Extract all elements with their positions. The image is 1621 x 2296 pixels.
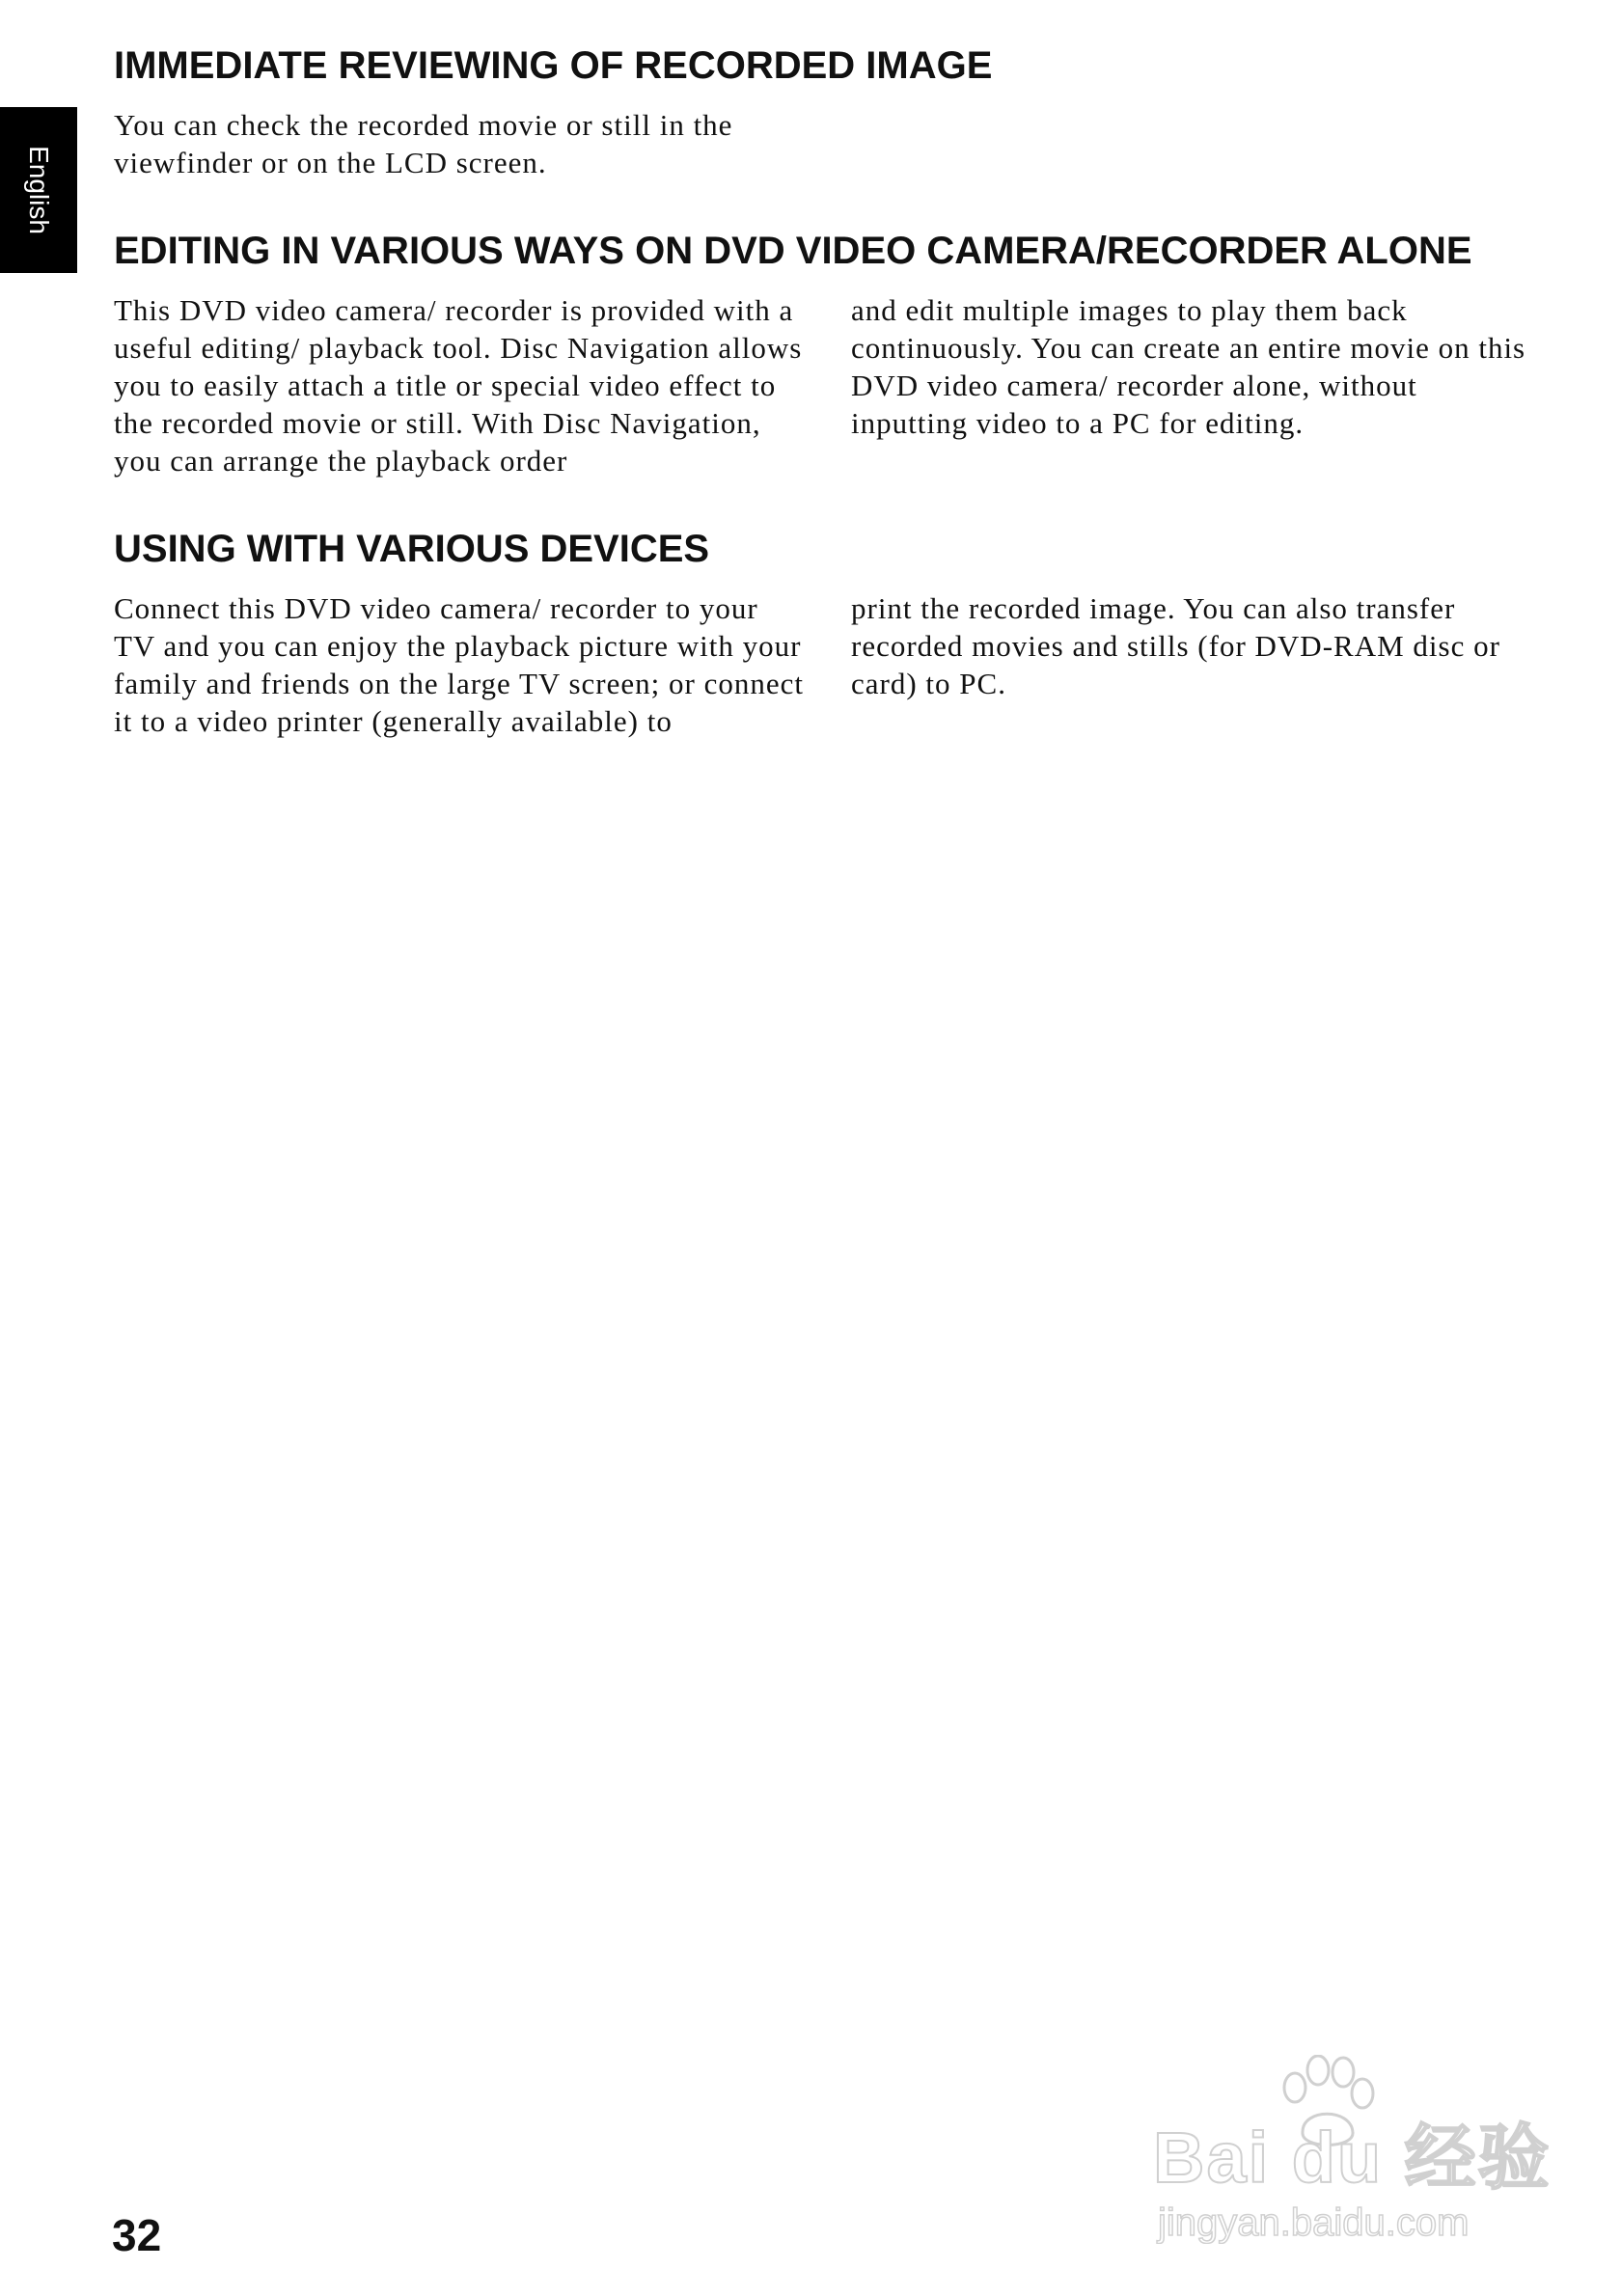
column-right-text: and edit multiple images to play them back continuously. You can create an entire movie on this DVD video camera/ recorder alone, without inputting video to a PC for editing. [851,293,1526,440]
language-tab [0,107,77,273]
section-heading: EDITING IN VARIOUS WAYS ON DVD VIDEO CAMERA/RECORDER ALONE [114,230,1472,272]
watermark-brand-text: Bai du 经验 [1153,2118,1552,2198]
section-heading: IMMEDIATE REVIEWING OF RECORDED IMAGE [114,44,993,87]
section-using-devices [114,522,1542,740]
section-immediate-reviewing [114,39,1542,181]
watermark-url-text: jingyan.baidu.com [1158,2201,1470,2244]
column-left-text: Connect this DVD video camera/ recorder to your TV and you can enjoy the playback picture with your family and friends on the large TV screen; or connect it to a video printer (generally available) to [114,591,804,738]
section-paragraph: You can check the recorded movie or still in the viewfinder or on the LCD screen. [114,108,733,179]
column-right-text: print the recorded image. You can also transfer recorded movies and stills (for DVD-RAM disc or card) to PC. [851,591,1500,700]
page-number: 32 [112,2210,162,2260]
section-heading: USING WITH VARIOUS DEVICES [114,528,710,570]
baidu-watermark [1153,2055,1552,2248]
page-content [114,39,1542,740]
two-column-body [114,291,1542,479]
language-tab-label: English [24,146,54,234]
column-left-text: This DVD video camera/ recorder is provided with a useful editing/ playback tool. Disc Navigation allows you to easily attach a title or special video effect to the recorded movie or still. With Disc Navigation, you can arrange the playback order [114,293,803,478]
section-editing [114,224,1542,479]
two-column-body [114,589,1542,740]
